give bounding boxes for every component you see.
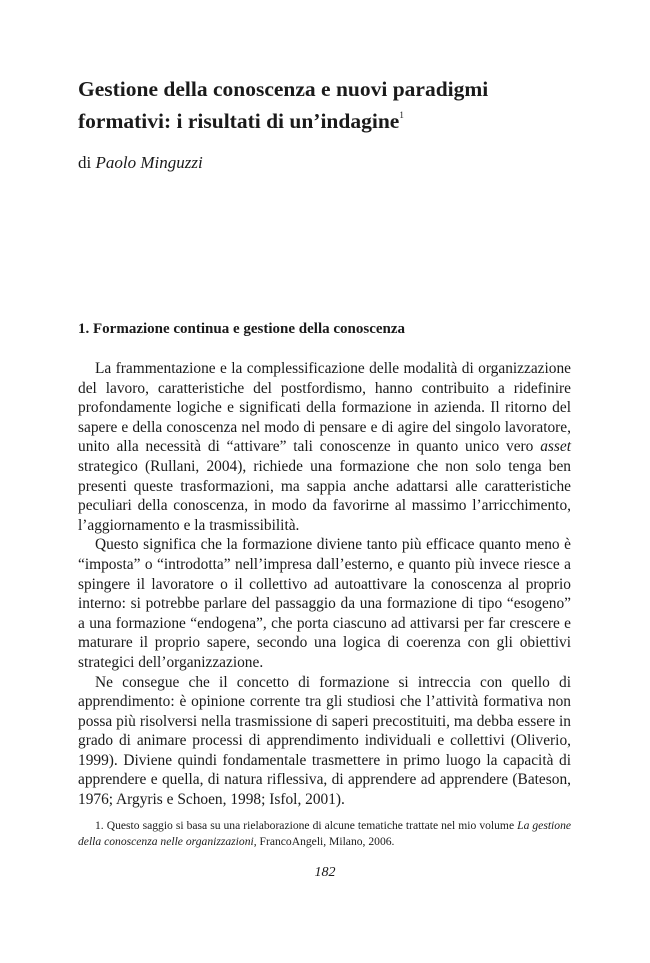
footnote-book-title: La gestione della conoscenza nelle organizzazioni: [78, 819, 572, 848]
author-prefix: di: [78, 153, 92, 172]
title-footnote-marker: 1: [399, 110, 404, 120]
footnote-1: [78, 818, 571, 850]
paragraph-1: [78, 359, 571, 535]
footnote-text-a: Questo saggio si basa su una rielaborazione di alcune tematiche trattate nel mio volume: [106, 819, 515, 832]
paragraph-1-part-b: strategico (Rullani, 2004), richiede una formazione che non solo tenga ben presenti queste trasformazioni, ma sappia anche adattarsi alle caratteristiche peculiari della conoscenza, in modo da favorirne al massimo l’arricchimento, l’aggiornamento e la trasmissibilità.: [78, 457, 571, 534]
author-name: Paolo Minguzzi: [95, 153, 203, 172]
body-text: [78, 359, 571, 810]
paragraph-2: Questo significa che la formazione diviene tanto più efficace quanto meno è “imposta” o “introdotta” nell’impresa dall’esterno, e quanto più invece riesce a spingere il lavoratore o il collettivo ad autoattivare la conoscenza al proprio interno: si potrebbe parlare del passaggio da una formazione di tipo “esogeno” a una formazione “endogena”, che porta ciascuno ad attivarsi per far crescere e maturare il proprio sapere, secondo una logica di coerenza con gli obiettivi strategici dell’organizzazione.: [78, 536, 571, 671]
chapter-title-text: Gestione della conoscenza e nuovi paradigmi formativi: i risultati di un’indagine: [78, 77, 489, 133]
author-line: [78, 153, 203, 173]
paragraph-1-part-a: La frammentazione e la complessificazione delle modalità di organizzazione del lavoro, caratteristiche del postfordismo, hanno contribuito a ridefinire profondamente logiche e significati della formazione in azienda. Il ritorno del sapere e della conoscenza nel modo di pensare e di agire del singolo lavoratore, unito alla necessità di “attivare” tali conoscenze in quanto unico vero: [78, 360, 571, 456]
paragraph-1-emphasis: asset: [540, 438, 571, 456]
page-number: 182: [314, 865, 336, 880]
footnote: [78, 818, 571, 850]
section-heading: 1. Formazione continua e gestione della conoscenza: [78, 321, 406, 337]
chapter-title: [78, 76, 578, 134]
paragraph-3: Ne consegue che il concetto di formazione si intreccia con quello di apprendimento: è opinione corrente tra gli studiosi che l’attività formativa non possa più risolversi nella trasmissione di saperi precostituiti, ma debba essere in grado di animare processi di apprendimento individuali e collettivi (Oliverio, 1999). Diviene quindi fondamentale trasmettere in primo luogo la capacità di apprendere e quella, di natura riflessiva, di apprendere ad apprendere (Bateson, 1976; Argyris e Schoen, 1998; Isfol, 2001).: [78, 673, 571, 809]
footnote-number: 1.: [95, 819, 104, 832]
footnote-text-b: , FrancoAngeli, Milano, 2006.: [253, 835, 395, 848]
